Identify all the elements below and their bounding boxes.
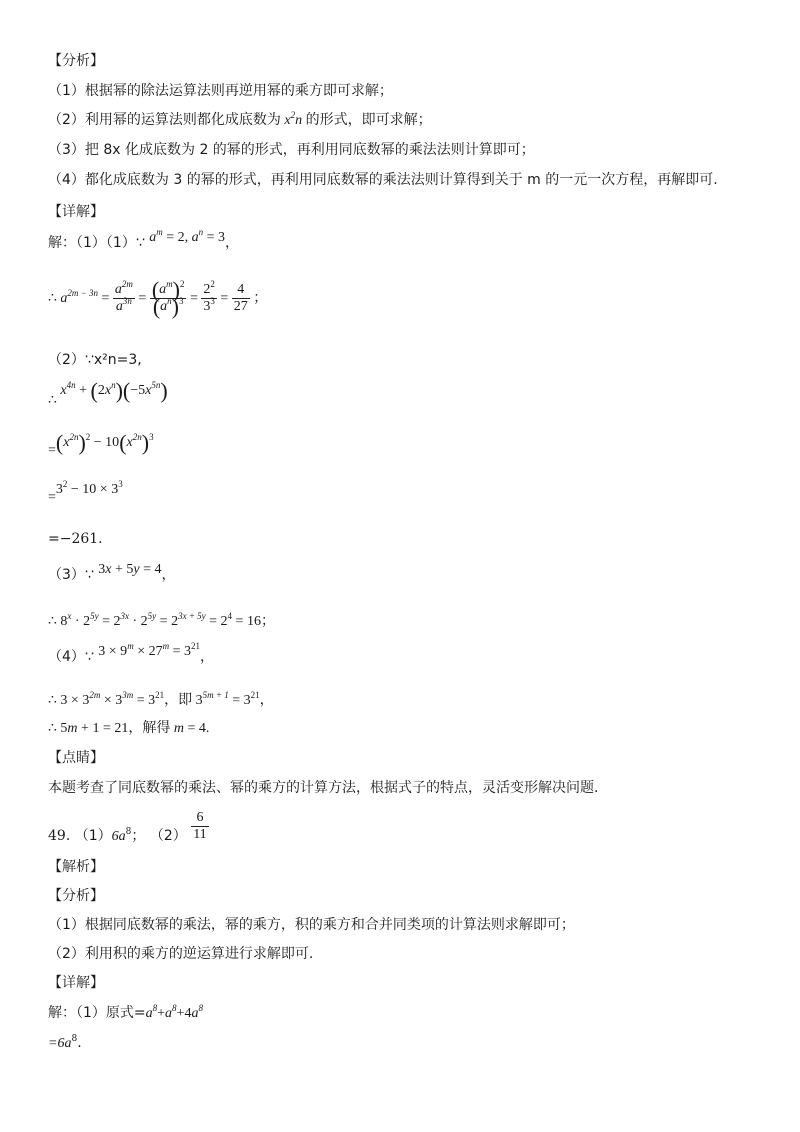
fraction-numerator: 6	[191, 810, 208, 827]
analysis-line-2-a: （2）利用幂的运算法则都化成底数为	[48, 112, 281, 128]
solution-2-result: =−261.	[48, 531, 103, 547]
detail2-result: =6a	[48, 1036, 72, 1051]
solution-4-given: （4）∵ $3 \times 9^m \times 27^m = 3^{21}$，	[48, 641, 214, 665]
because-4: （4）∵	[48, 649, 94, 665]
analysis-line-3: （3）把 8x 化成底数为 2 的幂的形式，再利用同底数幂的乘法法则计算即可；	[48, 142, 535, 158]
answer-1-exponent: 8	[125, 826, 132, 837]
solution-3-derivation: ∴ $8^x \cdot 2^{5y} = 2^{3x} \cdot 2^{5y} = 2^{3x + 5y} = 2^4 = 16$；	[48, 611, 275, 629]
analysis2-line-2: （2）利用积的乘方的逆运算进行求解即可.	[48, 946, 314, 962]
comment-text: 本题考查了同底数幂的乘法、幂的乘方的计算方法，根据式子的特点，灵活变形解决问题.	[48, 780, 599, 796]
detail2-line-2: $=6a^8$.	[48, 1034, 82, 1051]
solution-prefix: 解：（1）（1）∵	[48, 235, 145, 251]
therefore-symbol: ∴	[48, 290, 57, 306]
jiede-label: 解得	[142, 720, 171, 736]
analysis-line-4: （4）都化成底数为 3 的幂的形式，再利用同底数幂的乘法法则计算得到关于 m 的一元一次方程，再解即可.	[48, 172, 718, 188]
solution-3-given: （3）∵ 3x + 5y = 4，	[48, 562, 176, 583]
analysis-line-2: （2）利用幂的运算法则都化成底数为 $x^2n$ 的形式，即可求解；	[48, 110, 432, 128]
analysis-line-1: （1）根据幂的除法运算法则再逆用幂的乘方即可求解；	[48, 83, 393, 99]
answer-2-fraction	[191, 810, 208, 843]
part-2-label: （2）	[149, 827, 187, 844]
solution-2-step2: $=3^2 - 10 \times 3^3$	[48, 479, 123, 505]
analysis2-line-1: （1）根据同底数幂的乘法，幂的乘方，积的乘方和合并同类项的计算法则求解即可；	[48, 917, 575, 933]
solution-2-step1: $=(x^{2n})^2 - 10(x^{2n})^3$	[48, 430, 154, 459]
section-heading-comment: 【点睛】	[48, 750, 104, 766]
analysis-line-2-b: 的形式，即可求解；	[305, 112, 432, 128]
solution-2-expr: ∴ $x^{4n} + (2x^n)(-5x^{5n})$	[48, 378, 168, 409]
detail2-prefix: 解：（1）原式=	[48, 1005, 146, 1021]
section-heading-detail: 【详解】	[48, 204, 104, 220]
answer-separator: ；	[131, 827, 146, 844]
solution-4-step1: ∴ $3 \times 3^{2m} \times 3^{3m} = 3^{21}$，即 $3^{5m + 1} = 3^{21}$，	[48, 690, 274, 708]
detail2-line-1: 解：（1）原式$=a^8+a^8+4a^8$	[48, 1003, 203, 1021]
question-49-answer	[48, 810, 209, 846]
part-1-label: （1）	[74, 827, 112, 844]
ji-label: 即	[178, 692, 193, 708]
solution-4-step2: ∴ 5m + 1 = 21，解得 m = 4.	[48, 720, 210, 736]
question-number: 49.	[48, 827, 71, 844]
solution-1-given: 解：（1）（1）∵ $a^m = 2$, $a^n = 3$，	[48, 227, 239, 251]
section-heading-analysis-2: 【分析】	[48, 888, 104, 904]
section-heading-parse: 【解析】	[48, 859, 104, 875]
section-heading-detail-2: 【详解】	[48, 975, 104, 991]
fraction-denominator: 11	[193, 827, 207, 842]
solution-1-derivation: ∴ $a^{2m - 3n}$ = $\frac{a^{2m}}{a^{3n}}$ = $\frac{(a^m)^2}{(a^n)^3}$ = $\frac{2^2}{3^3}$ = $\frac{4}{27}$ ；	[48, 277, 268, 320]
because-3: （3）∵	[48, 567, 94, 583]
answer-1: 6a	[111, 828, 126, 844]
section-heading-analysis: 【分析】	[48, 53, 104, 69]
semicolon-1: ；	[253, 289, 268, 306]
solution-2-given: （2）∵x²n=3,	[48, 352, 142, 368]
